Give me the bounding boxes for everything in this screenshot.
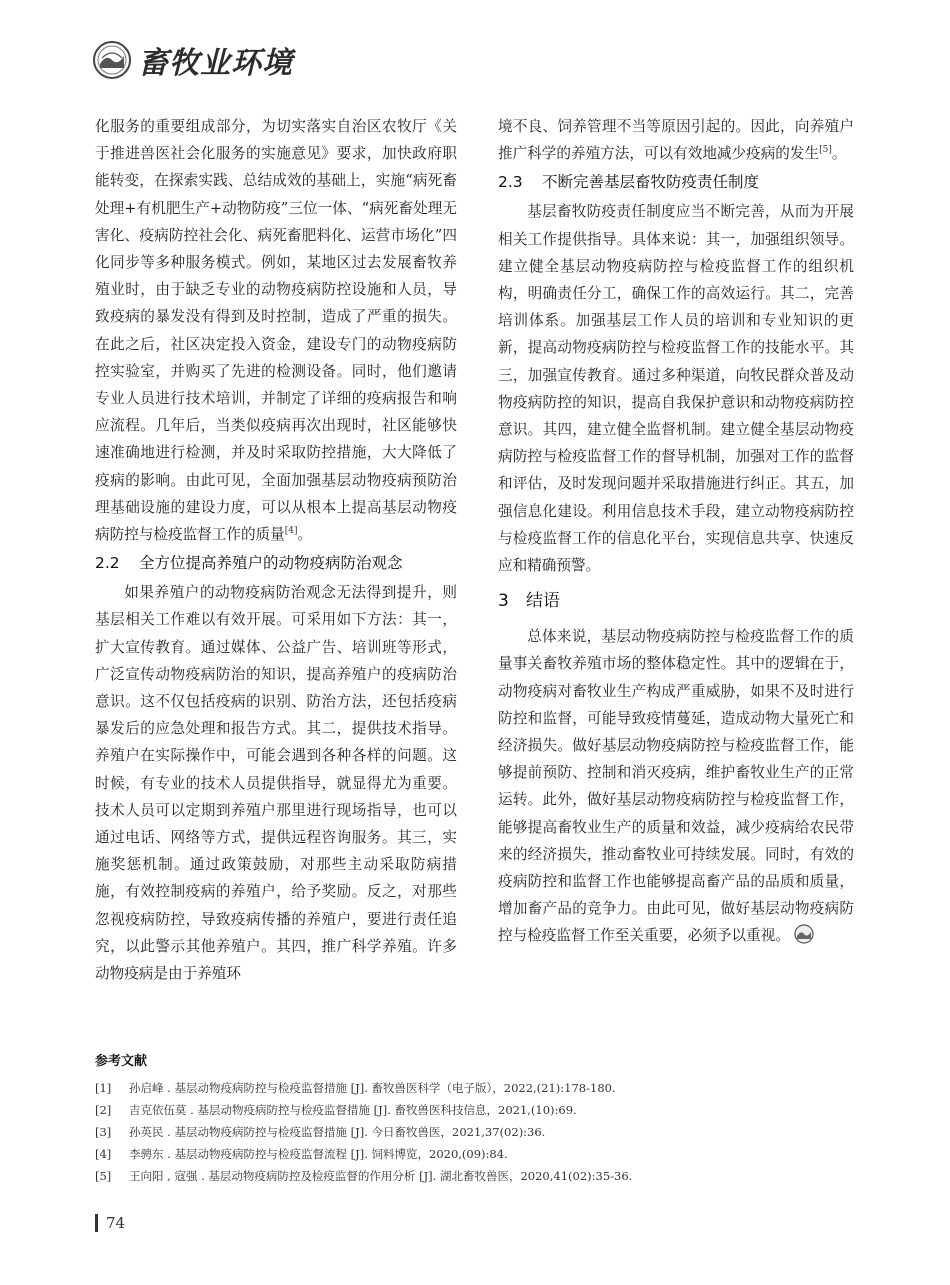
references-title: 参考文献 xyxy=(95,1054,148,1069)
page-number: 74 xyxy=(106,1214,126,1232)
paragraph: 境不良、饲养管理不当等原因引起的。因此，向养殖户推广科学的养殖方法，可以有效地减少疫病的发生[5]。 xyxy=(498,118,854,163)
paragraph: 化服务的重要组成部分，为切实落实自治区农牧厅《关于推进兽医社会化服务的实施意见》要求，加快政府职能转变，在探索实践、总结成效的基础上，实施“病死畜处理+有机肥生产+动物防疫”三位一体、“病死畜处理无害化、疫病防控社会化、病死畜肥料化、运营市场化”四化同步等多种服务模式。例如，某地区过去发展畜牧养殖业时，由于缺乏专业的动物疫病防控设施和人员，导致疫病的暴发没有得到及时控制，造成了严重的损失。在此之后，社区决定投入资金，建设专门的动物疫病防控实验室，并购买了先进的检测设备。同时，他们邀请专业人员进行技术培训，并制定了详细的疫病报告和响应流程。几年后，当类似疫病再次出现时，社区能够快速准确地进行检测，并及时采取防控措施，大大降低了疫病的影响。由此可见，全面加强基层动物疫病预防治理基础设施的建设力度，可以从根本上提高基层动物疫病防控与检疫监督工作的质量[4]。 xyxy=(95,118,457,544)
reference-item: [3] 孙英民 . 基层动物疫病防控与检疫监督措施 [J]. 今日畜牧兽医，2021,37(02):36. xyxy=(95,1125,546,1139)
article-end-icon xyxy=(794,924,814,944)
citation: [5] xyxy=(819,145,832,156)
page-footer xyxy=(95,1212,125,1234)
section-heading-2-3: 2.3 不断完善基层畜牧防疫责任制度 xyxy=(498,173,760,192)
paragraph: 基层畜牧防疫责任制度应当不断完善，从而为开展相关工作提供指导。具体来说：其一，加强组织领导。建立健全基层动物疫病防控与检疫监督工作的组织机构，明确责任分工，确保工作的高效运行。其二，完善培训体系。加强基层工作人员的培训和专业知识的更新，提高动物疫病防控与检疫监督工作的技能水平。其三，加强宣传教育。通过多种渠道，向牧民群众普及动物疫病防控的知识，提高自我保护意识和动物疫病防控意识。其四，建立健全监督机制。建立健全基层动物疫病防控与检疫监督工作的督导机制，加强对工作的监督和评估，及时发现问题并采取措施进行纠正。其五，加强信息化建设。利用信息技术手段，建立动物疫病防控与检疫监督工作的信息化平台，实现信息共享、快速反应和精确预警。 xyxy=(498,203,854,575)
citation: [4] xyxy=(284,526,298,537)
journal-title: 畜牧业环境 xyxy=(138,46,293,81)
journal-header xyxy=(92,36,293,84)
reference-item: [2] 吉克依伍莫 . 基层动物疫病防控与检疫监督措施 [J]. 畜牧兽医科技信息，2021,(10):69. xyxy=(95,1103,577,1117)
paragraph: 总体来说，基层动物疫病防控与检疫监督工作的质量事关畜牧养殖市场的整体稳定性。其中的逻辑在于，动物疫病对畜牧业生产构成严重威胁，如果不及时进行防控和监督，可能导致疫情蔓延，造成动物大量死亡和经济损失。做好基层动物疫病防控与检疫监督工作，能够提前预防、控制和消灭疫病，维护畜牧业生产的正常运转。此外，做好基层动物疫病防控与检疫监督工作，能够提高畜牧业生产的质量和效益，减少疫病给农民带来的经济损失，推动畜牧业可持续发展。同时，有效的疫病防控和监督工作也能够提高畜产品的品质和质量，增加畜产品的竞争力。由此可见，做好基层动物疫病防控与检疫监督工作至关重要，必须予以重视。 xyxy=(498,628,854,945)
paragraph: 如果养殖户的动物疫病防治观念无法得到提升，则基层相关工作难以有效开展。可采用如下方法：其一，扩大宣传教育。通过媒体、公益广告、培训班等形式，广泛宣传动物疫病防治的知识，提高养殖户的疫病防治意识。这不仅包括疫病的识别、防治方法，还包括疫病暴发后的应急处理和报告方式。其二，提供技术指导。养殖户在实际操作中，可能会遇到各种各样的问题。这时候，有专业的技术人员提供指导，就显得尤为重要。技术人员可以定期到养殖户那里进行现场指导，也可以通过电话、网络等方式，提供远程咨询服务。其三，实施奖惩机制。通过政策鼓励，对那些主动采取防病措施，有效控制疫病的养殖户，给予奖励。反之，对那些忽视疫病防控，导致疫病传播的养殖户，要进行责任追究，以此警示其他养殖户。其四，推广科学养殖。许多动物疫病是由于养殖环 xyxy=(95,584,457,983)
reference-item: [1] 孙启峰 . 基层动物疫病防控与检疫监督措施 [J]. 畜牧兽医科学（电子版），2022,(21):178-180. xyxy=(95,1081,616,1095)
section-heading-2-2: 2.2 全方位提高养殖户的动物疫病防治观念 xyxy=(95,554,403,573)
references xyxy=(95,1050,855,1187)
right-column xyxy=(498,113,854,950)
reference-item: [5] 王向阳 , 寇强 . 基层动物疫病防控及检疫监督的作用分析 [J]. 湖北畜牧兽医，2020,41(02):35-36. xyxy=(95,1169,633,1183)
left-column xyxy=(95,113,457,987)
journal-logo-icon xyxy=(92,40,132,80)
section-heading-3: 3 结语 xyxy=(498,591,560,612)
footer-bar xyxy=(95,1214,98,1232)
reference-item: [4] 李骋东 . 基层动物疫病防控与检疫监督流程 [J]. 饲料博览，2020,(09):84. xyxy=(95,1147,508,1161)
